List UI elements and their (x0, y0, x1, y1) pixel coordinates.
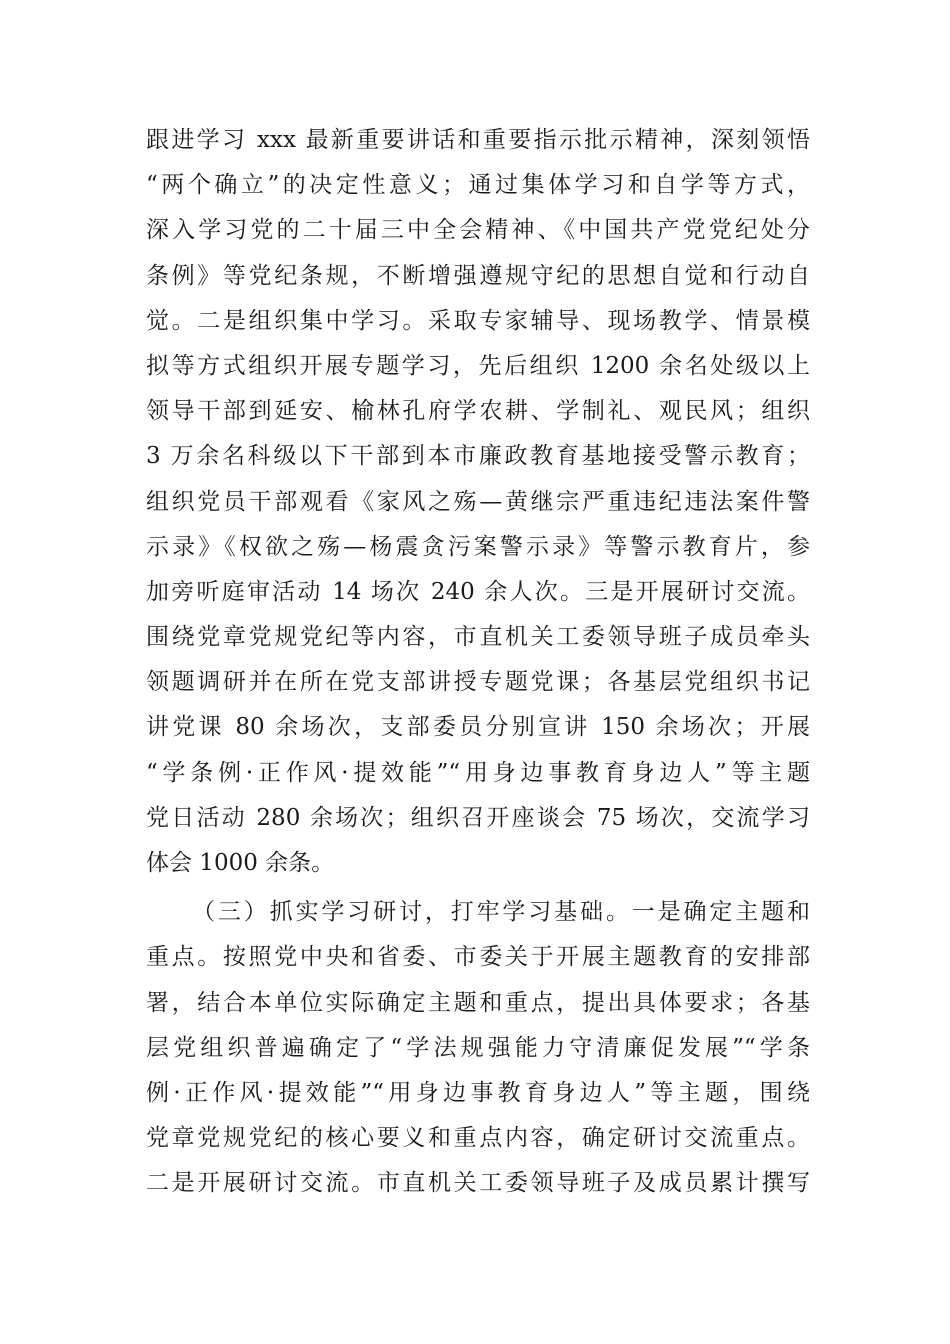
text-line: 示录》《权欲之殇—杨震贪污案警示录》等警示教育片，参 (146, 533, 810, 560)
text-line: 组织党员干部观看《家风之殇—黄继宗严重违纪违法案件警 (146, 488, 810, 515)
paragraph-2 (146, 890, 810, 1206)
text-line: “两个确立”的决定性意义；通过集体学习和自学等方式， (146, 172, 810, 199)
text-line: 讲党课 80 余场次，支部委员分别宣讲 150 余场次；开展 (146, 714, 810, 741)
text-line: （三）抓实学习研讨，打牢学习基础。一是确定主题和 (192, 899, 810, 926)
text-line: 条例》等党纪条规，不断增强遵规守纪的思想自觉和行动自 (146, 262, 810, 289)
text-line: 觉。二是组织集中学习。采取专家辅导、现场教学、情景模 (146, 307, 810, 334)
text-line: 领题调研并在所在党支部讲授专题党课；各基层党组织书记 (146, 669, 810, 696)
paragraph-1 (146, 118, 810, 886)
document-body (146, 118, 810, 1207)
text-line: 例·正作风·提效能”“用身边事教育身边人”等主题，围绕 (146, 1079, 810, 1106)
text-line: 深入学习党的二十届三中全会精神、《中国共产党党纪处分 (146, 217, 810, 244)
text-line: 体会 1000 余条。 (146, 850, 335, 876)
text-line: 党章党规党纪的核心要义和重点内容，确定研讨交流重点。 (146, 1125, 810, 1152)
text-line: 3 万余名科级以下干部到本市廉政教育基地接受警示教育； (146, 443, 810, 470)
text-line: 署，结合本单位实际确定主题和重点，提出具体要求；各基 (146, 989, 810, 1016)
text-line: “学条例·正作风·提效能”“用身边事教育身边人”等主题 (146, 759, 810, 786)
text-line: 二是开展研讨交流。市直机关工委领导班子及成员累计撰写 (146, 1170, 810, 1197)
text-line: 重点。按照党中央和省委、市委关于开展主题教育的安排部 (146, 944, 810, 971)
text-line: 围绕党章党规党纪等内容，市直机关工委领导班子成员牵头 (146, 624, 810, 651)
text-line: 拟等方式组织开展专题学习，先后组织 1200 余名处级以上 (146, 352, 810, 379)
text-line: 党日活动 280 余场次；组织召开座谈会 75 场次，交流学习 (146, 804, 810, 831)
text-line: 层党组织普遍确定了“学法规强能力守清廉促发展”“学条 (146, 1034, 810, 1061)
text-line: 跟进学习 xxx 最新重要讲话和重要指示批示精神，深刻领悟 (146, 127, 810, 153)
text-line: 加旁听庭审活动 14 场次 240 余人次。三是开展研讨交流。 (146, 578, 810, 605)
text-line: 领导干部到延安、榆林孔府学农耕、学制礼、观民风；组织 (146, 398, 810, 425)
